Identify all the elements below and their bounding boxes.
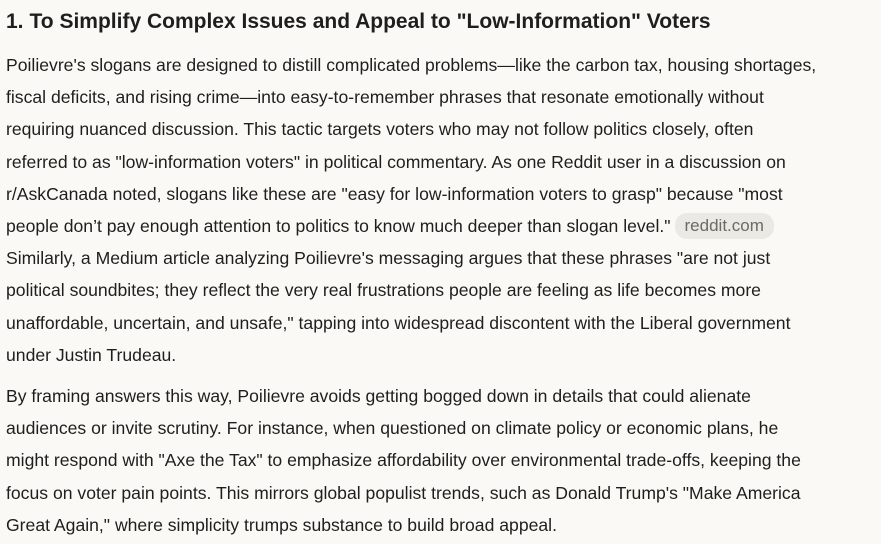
paragraph-line: Similarly, a Medium article analyzing Poilievre's messaging argues that these phrases "are not just <box>6 248 771 269</box>
paragraph-1 <box>6 49 881 371</box>
paragraph-line: focus on voter pain points. This mirrors global populist trends, such as Donald Trump's "Make America <box>6 482 801 503</box>
paragraph-2 <box>6 380 881 541</box>
paragraph-line: unaffordable, uncertain, and unsafe," tapping into widespread discontent with the Liberal government <box>6 312 791 333</box>
paragraph-line: referred to as "low-information voters" in political commentary. As one Reddit user in a discussion on <box>6 151 786 172</box>
paragraph-line: r/AskCanada noted, slogans like these are "easy for low-information voters to grasp" because "most <box>6 183 783 204</box>
paragraph-line: audiences or invite scrutiny. For instance, when questioned on climate policy or economic plans, he <box>6 418 779 439</box>
paragraph-line: requiring nuanced discussion. This tactic targets voters who may not follow politics closely, often <box>6 119 754 140</box>
paragraph-line: Great Again," where simplicity trumps substance to build broad appeal. <box>6 514 557 535</box>
paragraph-line: might respond with "Axe the Tax" to emphasize affordability over environmental trade-offs, keeping the <box>6 450 801 471</box>
section-number: 1. <box>6 10 24 33</box>
paragraph-line: By framing answers this way, Poilievre avoids getting bogged down in details that could alienate <box>6 386 751 406</box>
section-heading <box>6 8 711 36</box>
citation-chip-reddit[interactable]: reddit.com <box>675 213 774 239</box>
paragraph-line: Poilievre's slogans are designed to distill complicated problems—like the carbon tax, housing shortages, <box>6 55 817 75</box>
paragraph-line: political soundbites; they reflect the very real frustrations people are feeling as life becomes more <box>6 280 761 301</box>
section-title: To Simplify Complex Issues and Appeal to "Low-Information" Voters <box>29 10 711 33</box>
paragraph-line: under Justin Trudeau. <box>6 344 177 365</box>
paragraph-line: people don’t pay enough attention to politics to know much deeper than slogan level." <box>6 216 671 237</box>
paragraph-line: fiscal deficits, and rising crime—into easy-to-remember phrases that resonate emotionally without <box>6 87 764 108</box>
paragraph-line-with-citation <box>6 210 881 242</box>
